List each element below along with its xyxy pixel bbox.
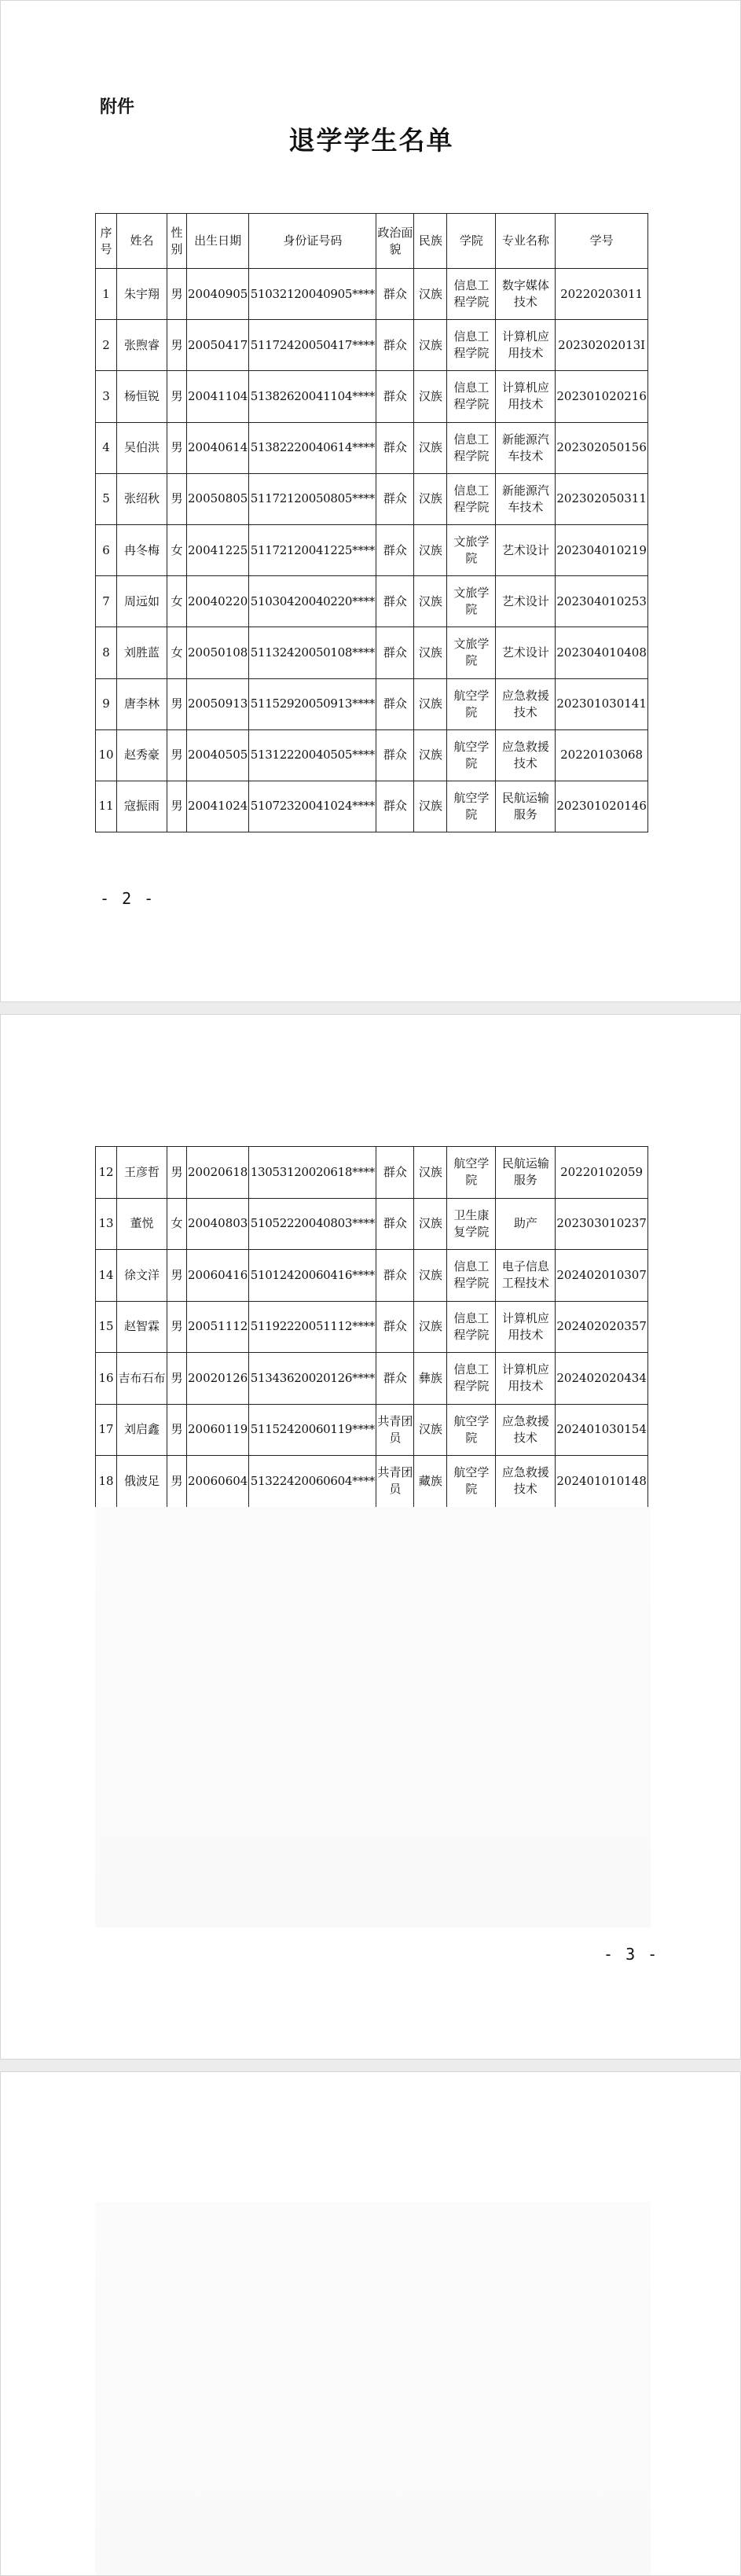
table-cell: 202402020434 bbox=[556, 1353, 648, 1405]
table-cell: 202402010307 bbox=[556, 1250, 648, 1302]
table-row bbox=[96, 473, 648, 524]
table-cell: 群众 bbox=[376, 576, 414, 627]
table-cell: 20220203011 bbox=[556, 269, 648, 320]
table-cell: 男 bbox=[167, 1404, 187, 1456]
table-cell: 202301020216 bbox=[556, 371, 648, 422]
table-cell: 15 bbox=[96, 1301, 117, 1353]
table-cell: 16 bbox=[96, 1353, 117, 1405]
table-row bbox=[96, 1404, 648, 1456]
table-cell: 汉族 bbox=[414, 627, 447, 678]
table-row bbox=[96, 729, 648, 781]
table-cell: 应急救援技术 bbox=[496, 1456, 556, 1508]
table-row bbox=[96, 320, 648, 371]
table-cell: 51382220040614**** bbox=[249, 422, 376, 473]
page-number: - 3 - bbox=[603, 1945, 659, 1964]
table-cell: 20060604 bbox=[187, 1456, 249, 1508]
table-cell: 汉族 bbox=[414, 473, 447, 524]
table-cell: 20041104 bbox=[187, 371, 249, 422]
header-student-id: 学号 bbox=[556, 214, 648, 269]
table-cell: 202301030141 bbox=[556, 678, 648, 729]
table-cell: 航空学院 bbox=[447, 729, 496, 781]
table-cell: 51322420060604**** bbox=[249, 1456, 376, 1508]
table-cell: 汉族 bbox=[414, 576, 447, 627]
table-cell: 20020126 bbox=[187, 1353, 249, 1405]
table-cell: 男 bbox=[167, 1353, 187, 1405]
table-cell: 艺术设计 bbox=[496, 576, 556, 627]
table-cell: 6 bbox=[96, 524, 117, 575]
table-cell: 汉族 bbox=[414, 371, 447, 422]
table-cell: 11 bbox=[96, 781, 117, 832]
table-cell: 5 bbox=[96, 473, 117, 524]
table-cell: 文旅学院 bbox=[447, 627, 496, 678]
table-cell: 4 bbox=[96, 422, 117, 473]
table-cell: 202301020146 bbox=[556, 781, 648, 832]
table-cell: 51152420060119**** bbox=[249, 1404, 376, 1456]
table-cell: 藏族 bbox=[414, 1456, 447, 1508]
table-cell: 20230202013I bbox=[556, 320, 648, 371]
table-cell: 信息工程学院 bbox=[447, 1301, 496, 1353]
table-cell: 汉族 bbox=[414, 524, 447, 575]
table-cell: 202304010253 bbox=[556, 576, 648, 627]
table-cell: 群众 bbox=[376, 1250, 414, 1302]
table-cell: 计算机应用技术 bbox=[496, 371, 556, 422]
table-cell: 汉族 bbox=[414, 1198, 447, 1250]
table-cell: 董悦 bbox=[117, 1198, 167, 1250]
table-row bbox=[96, 576, 648, 627]
table-cell: 202304010219 bbox=[556, 524, 648, 575]
table-cell: 计算机应用技术 bbox=[496, 1353, 556, 1405]
table-cell: 51172120050805**** bbox=[249, 473, 376, 524]
header-birth-date: 出生日期 bbox=[187, 214, 249, 269]
table-cell: 信息工程学院 bbox=[447, 269, 496, 320]
header-id-number: 身份证号码 bbox=[249, 214, 376, 269]
page-number: - 2 - bbox=[100, 889, 156, 908]
table-cell: 51072320041024**** bbox=[249, 781, 376, 832]
table-cell: 男 bbox=[167, 269, 187, 320]
table-cell: 51032120040905**** bbox=[249, 269, 376, 320]
table-cell: 汉族 bbox=[414, 678, 447, 729]
table-cell: 男 bbox=[167, 473, 187, 524]
table-cell: 20040220 bbox=[187, 576, 249, 627]
table-cell: 男 bbox=[167, 422, 187, 473]
table-cell: 冉冬梅 bbox=[117, 524, 167, 575]
table-cell: 10 bbox=[96, 729, 117, 781]
header-name: 姓名 bbox=[117, 214, 167, 269]
table-cell: 3 bbox=[96, 371, 117, 422]
table-cell: 202302050311 bbox=[556, 473, 648, 524]
table-row bbox=[96, 524, 648, 575]
table-cell: 应急救援技术 bbox=[496, 678, 556, 729]
table-cell: 男 bbox=[167, 729, 187, 781]
table-cell: 20040803 bbox=[187, 1198, 249, 1250]
table-cell: 电子信息工程技术 bbox=[496, 1250, 556, 1302]
table-cell: 男 bbox=[167, 1250, 187, 1302]
table-cell: 群众 bbox=[376, 269, 414, 320]
table-cell: 俄波足 bbox=[117, 1456, 167, 1508]
table-cell: 9 bbox=[96, 678, 117, 729]
table-row bbox=[96, 627, 648, 678]
table-cell: 20220103068 bbox=[556, 729, 648, 781]
table-cell: 8 bbox=[96, 627, 117, 678]
table-cell: 卫生康复学院 bbox=[447, 1198, 496, 1250]
student-table bbox=[95, 213, 648, 832]
table-cell: 信息工程学院 bbox=[447, 371, 496, 422]
table-row bbox=[96, 1198, 648, 1250]
table-cell: 女 bbox=[167, 524, 187, 575]
table-cell: 男 bbox=[167, 678, 187, 729]
table-cell: 信息工程学院 bbox=[447, 422, 496, 473]
table-cell: 王彦哲 bbox=[117, 1147, 167, 1199]
table-cell: 艺术设计 bbox=[496, 524, 556, 575]
table-cell: 文旅学院 bbox=[447, 576, 496, 627]
table-cell: 20050417 bbox=[187, 320, 249, 371]
table-cell: 杨恒锐 bbox=[117, 371, 167, 422]
table-cell: 男 bbox=[167, 781, 187, 832]
blank-area bbox=[95, 1507, 651, 1927]
table-cell: 吉布石布 bbox=[117, 1353, 167, 1405]
table-cell: 文旅学院 bbox=[447, 524, 496, 575]
table-cell: 12 bbox=[96, 1147, 117, 1199]
table-row bbox=[96, 1250, 648, 1302]
table-cell: 群众 bbox=[376, 729, 414, 781]
table-cell: 13053120020618**** bbox=[249, 1147, 376, 1199]
table-cell: 航空学院 bbox=[447, 781, 496, 832]
table-cell: 航空学院 bbox=[447, 1456, 496, 1508]
table-cell: 赵智霖 bbox=[117, 1301, 167, 1353]
table-cell: 汉族 bbox=[414, 1404, 447, 1456]
table-cell: 群众 bbox=[376, 320, 414, 371]
table-row bbox=[96, 781, 648, 832]
table-cell: 群众 bbox=[376, 371, 414, 422]
table-cell: 51030420040220**** bbox=[249, 576, 376, 627]
table-cell: 群众 bbox=[376, 1301, 414, 1353]
table-cell: 应急救援技术 bbox=[496, 1404, 556, 1456]
table-cell: 群众 bbox=[376, 781, 414, 832]
document-title: 退学学生名单 bbox=[288, 125, 454, 156]
table-cell: 51172120041225**** bbox=[249, 524, 376, 575]
table-cell: 男 bbox=[167, 1301, 187, 1353]
table-cell: 汉族 bbox=[414, 781, 447, 832]
table-row bbox=[96, 1353, 648, 1405]
table-cell: 2 bbox=[96, 320, 117, 371]
table-cell: 群众 bbox=[376, 422, 414, 473]
table-cell: 共青团员 bbox=[376, 1404, 414, 1456]
table-cell: 20020618 bbox=[187, 1147, 249, 1199]
table-cell: 51012420060416**** bbox=[249, 1250, 376, 1302]
table-cell: 信息工程学院 bbox=[447, 320, 496, 371]
table-cell: 群众 bbox=[376, 678, 414, 729]
table-cell: 女 bbox=[167, 576, 187, 627]
table-cell: 20040614 bbox=[187, 422, 249, 473]
table-cell: 民航运输服务 bbox=[496, 1147, 556, 1199]
table-cell: 张绍秋 bbox=[117, 473, 167, 524]
table-cell: 计算机应用技术 bbox=[496, 1301, 556, 1353]
table-cell: 唐李林 bbox=[117, 678, 167, 729]
header-college: 学院 bbox=[447, 214, 496, 269]
table-cell: 群众 bbox=[376, 524, 414, 575]
table-row bbox=[96, 1456, 648, 1508]
table-cell: 20050108 bbox=[187, 627, 249, 678]
table-cell: 助产 bbox=[496, 1198, 556, 1250]
table-cell: 20051112 bbox=[187, 1301, 249, 1353]
header-gender: 性别 bbox=[167, 214, 187, 269]
table-cell: 汉族 bbox=[414, 269, 447, 320]
table-header-row bbox=[96, 214, 648, 269]
table-cell: 202304010408 bbox=[556, 627, 648, 678]
table-cell: 男 bbox=[167, 320, 187, 371]
table-cell: 刘胜蓝 bbox=[117, 627, 167, 678]
table-row bbox=[96, 1147, 648, 1199]
header-ethnicity: 民族 bbox=[414, 214, 447, 269]
table-cell: 1 bbox=[96, 269, 117, 320]
table-cell: 艺术设计 bbox=[496, 627, 556, 678]
table-cell: 20050913 bbox=[187, 678, 249, 729]
table-cell: 51152920050913**** bbox=[249, 678, 376, 729]
table-cell: 新能源汽车技术 bbox=[496, 422, 556, 473]
table-cell: 男 bbox=[167, 1456, 187, 1508]
table-cell: 汉族 bbox=[414, 320, 447, 371]
table-cell: 汉族 bbox=[414, 729, 447, 781]
table-cell: 航空学院 bbox=[447, 1404, 496, 1456]
table-cell: 朱宇翔 bbox=[117, 269, 167, 320]
table-cell: 202401030154 bbox=[556, 1404, 648, 1456]
table-cell: 17 bbox=[96, 1404, 117, 1456]
table-cell: 数字媒体技术 bbox=[496, 269, 556, 320]
table-cell: 赵秀豪 bbox=[117, 729, 167, 781]
table-cell: 航空学院 bbox=[447, 1147, 496, 1199]
table-cell: 群众 bbox=[376, 627, 414, 678]
table-cell: 民航运输服务 bbox=[496, 781, 556, 832]
table-cell: 51192220051112**** bbox=[249, 1301, 376, 1353]
table-cell: 计算机应用技术 bbox=[496, 320, 556, 371]
table-cell: 20060416 bbox=[187, 1250, 249, 1302]
table-cell: 新能源汽车技术 bbox=[496, 473, 556, 524]
table-cell: 51132420050108**** bbox=[249, 627, 376, 678]
table-cell: 13 bbox=[96, 1198, 117, 1250]
table-cell: 202302050156 bbox=[556, 422, 648, 473]
table-cell: 14 bbox=[96, 1250, 117, 1302]
table-cell: 应急救援技术 bbox=[496, 729, 556, 781]
table-cell: 20040505 bbox=[187, 729, 249, 781]
table-cell: 信息工程学院 bbox=[447, 1353, 496, 1405]
table-cell: 群众 bbox=[376, 1353, 414, 1405]
table-cell: 信息工程学院 bbox=[447, 473, 496, 524]
table-cell: 女 bbox=[167, 627, 187, 678]
table-row bbox=[96, 422, 648, 473]
table-cell: 20060119 bbox=[187, 1404, 249, 1456]
table-cell: 群众 bbox=[376, 1198, 414, 1250]
table-cell: 张煦睿 bbox=[117, 320, 167, 371]
table-cell: 51343620020126**** bbox=[249, 1353, 376, 1405]
table-cell: 彝族 bbox=[414, 1353, 447, 1405]
table-cell: 51052220040803**** bbox=[249, 1198, 376, 1250]
table-cell: 汉族 bbox=[414, 422, 447, 473]
header-index: 序号 bbox=[96, 214, 117, 269]
blank-area bbox=[95, 2202, 651, 2576]
table-cell: 202401010148 bbox=[556, 1456, 648, 1508]
table-row bbox=[96, 269, 648, 320]
table-cell: 汉族 bbox=[414, 1147, 447, 1199]
table-cell: 航空学院 bbox=[447, 678, 496, 729]
table-row bbox=[96, 678, 648, 729]
table-cell: 周远如 bbox=[117, 576, 167, 627]
attachment-label: 附件 bbox=[100, 97, 135, 117]
student-table-continued bbox=[95, 1146, 648, 1508]
table-cell: 20050805 bbox=[187, 473, 249, 524]
table-cell: 18 bbox=[96, 1456, 117, 1508]
table-cell: 寇振雨 bbox=[117, 781, 167, 832]
table-cell: 20041225 bbox=[187, 524, 249, 575]
table-cell: 女 bbox=[167, 1198, 187, 1250]
document-page-4 bbox=[0, 2071, 741, 2576]
table-cell: 202303010237 bbox=[556, 1198, 648, 1250]
table-cell: 男 bbox=[167, 1147, 187, 1199]
table-cell: 20220102059 bbox=[556, 1147, 648, 1199]
table-row bbox=[96, 1301, 648, 1353]
table-cell: 信息工程学院 bbox=[447, 1250, 496, 1302]
table-cell: 汉族 bbox=[414, 1301, 447, 1353]
table-cell: 共青团员 bbox=[376, 1456, 414, 1508]
table-cell: 男 bbox=[167, 371, 187, 422]
document-page-2 bbox=[0, 0, 741, 1002]
table-cell: 20040905 bbox=[187, 269, 249, 320]
table-cell: 7 bbox=[96, 576, 117, 627]
header-political-status: 政治面貌 bbox=[376, 214, 414, 269]
table-cell: 20041024 bbox=[187, 781, 249, 832]
table-cell: 汉族 bbox=[414, 1250, 447, 1302]
table-cell: 群众 bbox=[376, 1147, 414, 1199]
table-cell: 51172420050417**** bbox=[249, 320, 376, 371]
table-cell: 吴伯洪 bbox=[117, 422, 167, 473]
header-major: 专业名称 bbox=[496, 214, 556, 269]
table-cell: 51312220040505**** bbox=[249, 729, 376, 781]
table-cell: 徐文洋 bbox=[117, 1250, 167, 1302]
table-cell: 202402020357 bbox=[556, 1301, 648, 1353]
table-cell: 51382620041104**** bbox=[249, 371, 376, 422]
document-page-3 bbox=[0, 1014, 741, 2060]
table-cell: 群众 bbox=[376, 473, 414, 524]
table-cell: 刘启鑫 bbox=[117, 1404, 167, 1456]
table-row bbox=[96, 371, 648, 422]
